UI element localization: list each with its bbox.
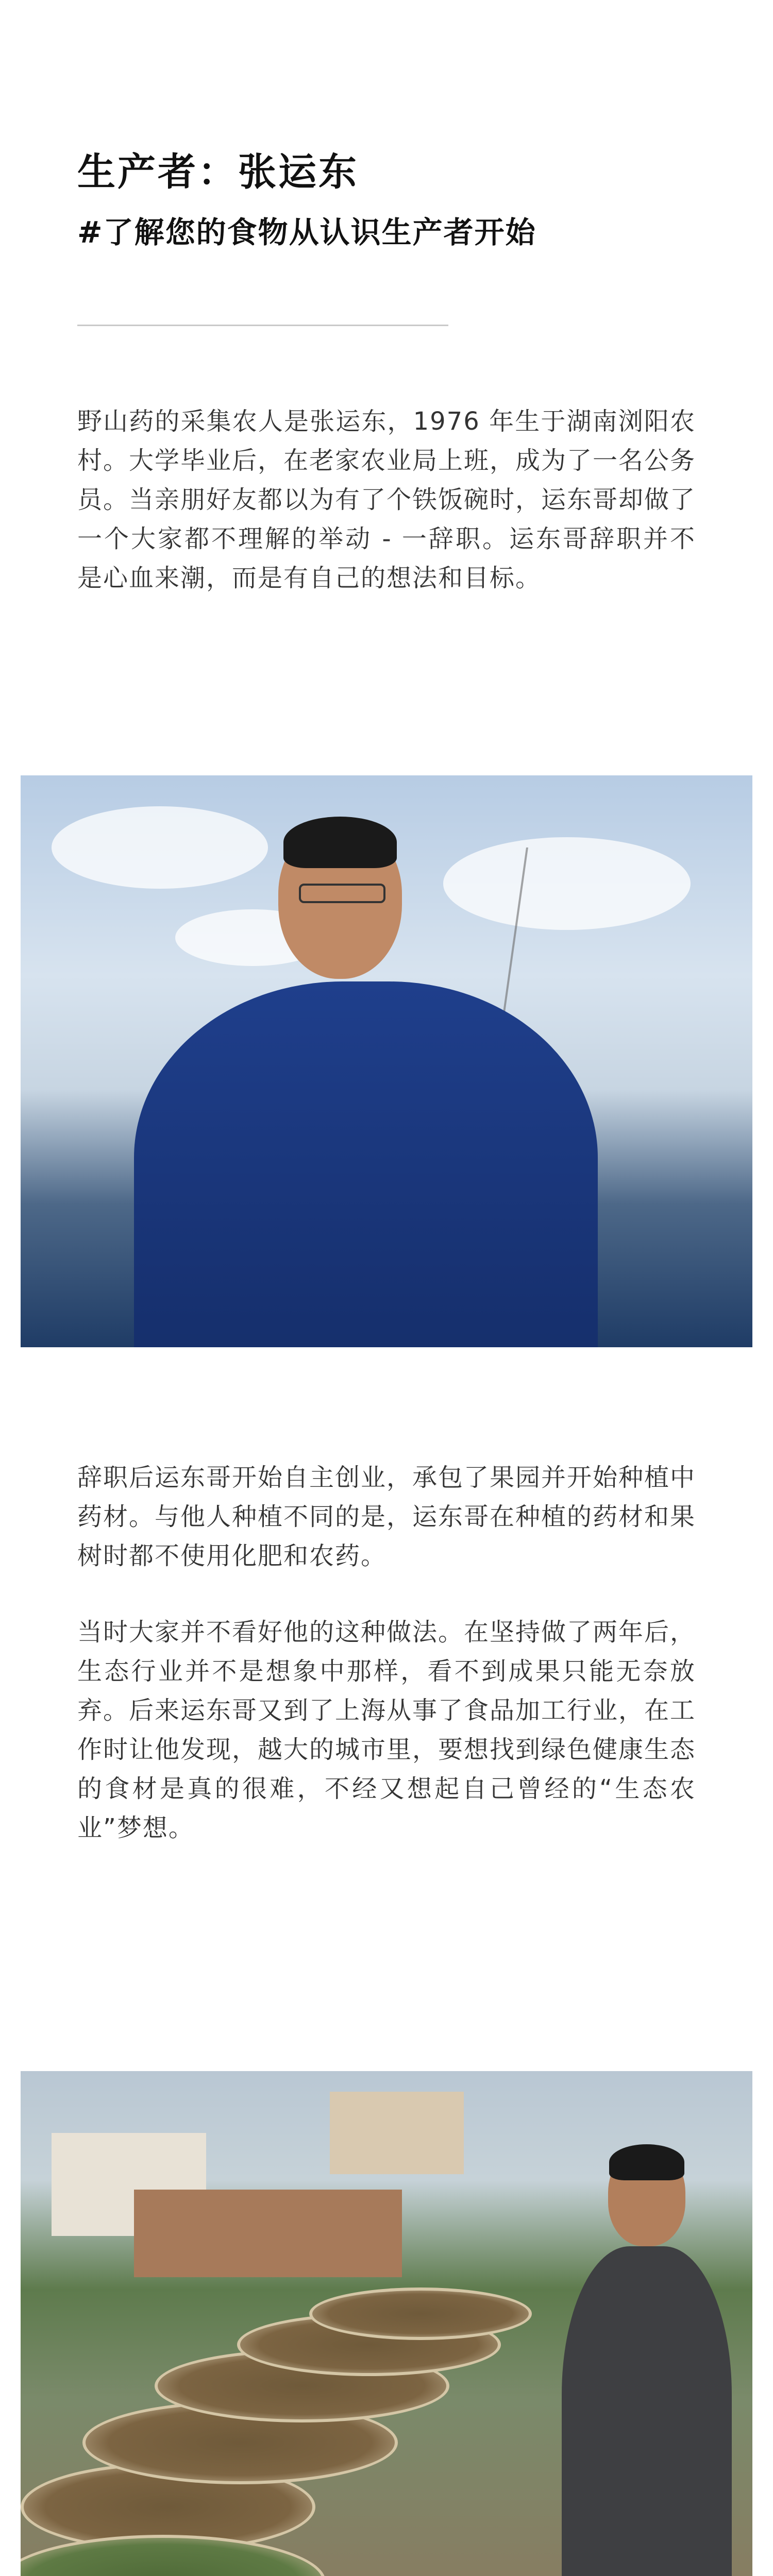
header [77,149,696,250]
paragraph-intro: 野山药的采集农人是张运东，1976 年生于湖南浏阳农村。大学毕业后，在老家农业局上班，成为了一名公务员。当亲朋好友都以为有了个铁饭碗时，运东哥却做了一个大家都不理解的举动 - 一辞职。运东哥辞职并不是心血来潮，而是有自己的想法和目标。 [77,407,696,592]
page-title: 生产者：张运东 [77,150,359,194]
page-subtitle: #了解您的食物从认识生产者开始 [77,214,536,250]
portrait-photo [21,775,752,1347]
divider [77,325,448,326]
drying-trays-photo [21,2071,752,2576]
paragraph-shanghai: 当时大家并不看好他的这种做法。在坚持做了两年后，生态行业并不是想象中那样，看不到成果只能无奈放弃。后来运东哥又到了上海从事了食品加工行业，在工作时让他发现，越大的城市里，要想找到绿色健康生态的食材是真的很难，不经又想起自己曾经的“生态农业”梦想。 [77,1618,696,1842]
paragraph-startup: 辞职后运东哥开始自主创业，承包了果园并开始种植中药材。与他人种植不同的是，运东哥在种植的药材和果树时都不使用化肥和农药。 [77,1463,696,1570]
